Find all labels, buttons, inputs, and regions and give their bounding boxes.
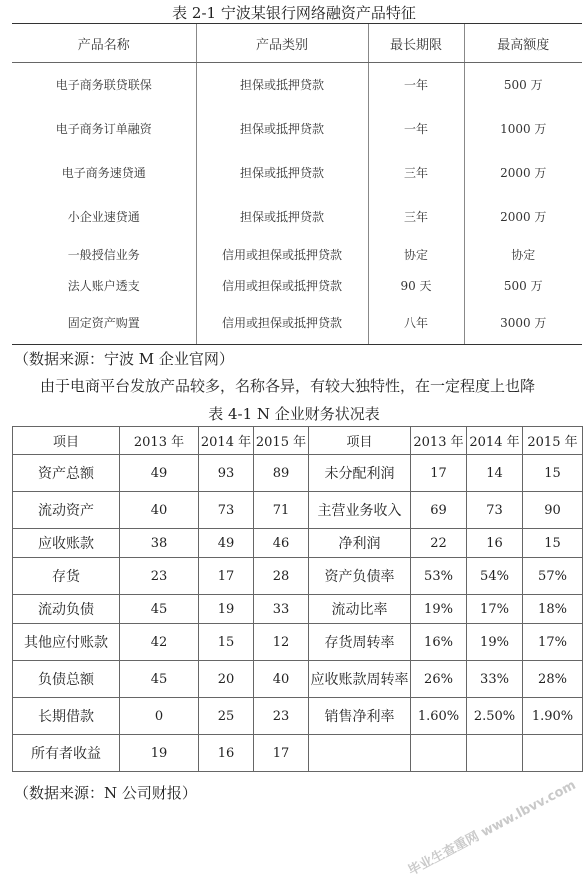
table-cell: 担保或抵押贷款 (196, 151, 368, 195)
watermark: 毕业生查重网 www.lbvv.com (405, 777, 578, 879)
table-cell: 主营业务收入 (309, 492, 411, 529)
column-header: 2013 年 (411, 427, 467, 455)
financial-status-table (12, 426, 583, 772)
table-cell: 2000 万 (464, 195, 582, 239)
table-row (13, 492, 583, 529)
table-row (13, 661, 583, 698)
table-row (12, 239, 582, 270)
table-cell: 1.90% (523, 698, 583, 735)
table-cell: 三年 (368, 151, 464, 195)
table-cell: 2.50% (467, 698, 523, 735)
table-cell: 33 (254, 595, 309, 624)
table-cell (411, 735, 467, 772)
table-cell: 17% (467, 595, 523, 624)
column-header: 2014 年 (467, 427, 523, 455)
table-row (13, 624, 583, 661)
table-cell: 应收账款 (13, 529, 120, 558)
table-cell: 17 (199, 558, 254, 595)
table-cell: 45 (120, 595, 199, 624)
table-cell: 15 (523, 529, 583, 558)
table-cell: 长期借款 (13, 698, 120, 735)
table-cell: 23 (120, 558, 199, 595)
table-cell: 存货 (13, 558, 120, 595)
table-cell: 20 (199, 661, 254, 698)
table-cell: 73 (199, 492, 254, 529)
table-cell: 16 (199, 735, 254, 772)
table-cell: 2000 万 (464, 151, 582, 195)
table-cell: 28 (254, 558, 309, 595)
table-row (12, 301, 582, 345)
column-header: 项目 (309, 427, 411, 455)
table-cell: 0 (120, 698, 199, 735)
table-cell: 53% (411, 558, 467, 595)
table-cell: 未分配利润 (309, 455, 411, 492)
table-cell: 固定资产购置 (12, 301, 196, 345)
table-cell: 71 (254, 492, 309, 529)
column-header: 最长期限 (368, 24, 464, 63)
table-cell: 25 (199, 698, 254, 735)
table-cell: 1.60% (411, 698, 467, 735)
table-cell: 电子商务联贷联保 (55, 78, 152, 93)
table-cell: 22 (411, 529, 467, 558)
table1-body (12, 63, 582, 345)
table-cell: 17 (254, 735, 309, 772)
table1-header-row (12, 24, 582, 63)
table-cell: 38 (120, 529, 199, 558)
table-cell: 49 (120, 455, 199, 492)
table-row (13, 455, 583, 492)
table-cell: 500 万 (464, 63, 582, 107)
table-cell: 法人账户透支 (67, 278, 140, 293)
table-cell: 净利润 (309, 529, 411, 558)
table-cell: 信用或担保或抵押贷款 (196, 239, 368, 270)
table-cell: 73 (467, 492, 523, 529)
table-cell: 89 (254, 455, 309, 492)
table-row (13, 529, 583, 558)
column-header: 2014 年 (199, 427, 254, 455)
table2-body (13, 455, 583, 772)
table-cell: 电子商务速贷通 (61, 166, 146, 180)
table-cell: 1000 万 (464, 107, 582, 151)
column-header: 2015 年 (523, 427, 583, 455)
table-cell: 其他应付账款 (13, 624, 120, 661)
table-cell: 54% (467, 558, 523, 595)
table-cell: 14 (467, 455, 523, 492)
table-cell: 3000 万 (464, 301, 582, 345)
body-paragraph: 由于电商平台发放产品较多，名称各异，有较大独特性，在一定程度上也降 (40, 377, 536, 395)
table-cell (467, 735, 523, 772)
table-cell: 电子商务订单融资 (55, 122, 152, 136)
table-cell: 所有者收益 (13, 735, 120, 772)
column-header: 最高额度 (464, 24, 582, 63)
table-cell: 18% (523, 595, 583, 624)
table1-caption: 表 2-1 宁波某银行网络融资产品特征 (172, 4, 416, 22)
table-row (12, 195, 582, 239)
table-cell: 流动比率 (309, 595, 411, 624)
table-cell: 资产负债率 (309, 558, 411, 595)
table-cell: 一般授信业务 (67, 247, 140, 262)
table-cell: 57% (523, 558, 583, 595)
table-cell: 19 (199, 595, 254, 624)
table-row (13, 558, 583, 595)
table-cell: 49 (199, 529, 254, 558)
table-cell: 40 (254, 661, 309, 698)
table-cell: 17% (523, 624, 583, 661)
table-cell: 存货周转率 (309, 624, 411, 661)
table-cell: 16% (411, 624, 467, 661)
table2-source: （数据来源：N 公司财报） (14, 784, 197, 802)
table-cell: 担保或抵押贷款 (196, 195, 368, 239)
table-cell: 八年 (368, 301, 464, 345)
table-cell: 担保或抵押贷款 (196, 63, 368, 107)
table-cell: 15 (199, 624, 254, 661)
table-cell: 流动负债 (13, 595, 120, 624)
table-cell: 69 (411, 492, 467, 529)
table-row (12, 151, 582, 195)
table-cell (309, 735, 411, 772)
table-cell: 小企业速贷通 (67, 210, 140, 224)
table-row (12, 270, 582, 301)
table-cell: 500 万 (464, 270, 582, 301)
table-cell: 协定 (368, 239, 464, 270)
table-cell: 90 天 (368, 270, 464, 301)
table-cell: 负债总额 (13, 661, 120, 698)
table1-source: （数据来源：宁波 M 企业官网） (14, 350, 234, 368)
table-cell: 销售净利率 (309, 698, 411, 735)
product-features-table (12, 23, 582, 345)
table-row (13, 595, 583, 624)
table-cell (523, 735, 583, 772)
table-cell: 93 (199, 455, 254, 492)
table-cell: 26% (411, 661, 467, 698)
table-cell: 17 (411, 455, 467, 492)
table-cell: 19 (120, 735, 199, 772)
table-cell: 协定 (464, 239, 582, 270)
table-cell: 45 (120, 661, 199, 698)
table-cell: 担保或抵押贷款 (196, 107, 368, 151)
column-header: 2015 年 (254, 427, 309, 455)
table-cell: 19% (467, 624, 523, 661)
column-header: 2013 年 (120, 427, 199, 455)
table-cell: 资产总额 (13, 455, 120, 492)
table-cell: 19% (411, 595, 467, 624)
table-cell: 应收账款周转率 (309, 661, 411, 698)
table-cell: 流动资产 (13, 492, 120, 529)
table-row (13, 698, 583, 735)
table-cell: 16 (467, 529, 523, 558)
table-cell: 三年 (368, 195, 464, 239)
table-cell: 90 (523, 492, 583, 529)
column-header: 项目 (13, 427, 120, 455)
table-cell: 46 (254, 529, 309, 558)
table2-caption: 表 4-1 N 企业财务状况表 (208, 405, 380, 423)
table-cell: 信用或担保或抵押贷款 (196, 301, 368, 345)
column-header: 产品名称 (12, 24, 196, 63)
table-cell: 信用或担保或抵押贷款 (196, 270, 368, 301)
table-row (12, 63, 582, 107)
table-cell: 33% (467, 661, 523, 698)
table-row (12, 107, 582, 151)
table-cell: 40 (120, 492, 199, 529)
table-cell: 一年 (368, 107, 464, 151)
table-cell: 28% (523, 661, 583, 698)
table-cell: 一年 (368, 63, 464, 107)
table-cell: 12 (254, 624, 309, 661)
table-row (13, 735, 583, 772)
table-cell: 42 (120, 624, 199, 661)
table-cell: 23 (254, 698, 309, 735)
table-cell: 15 (523, 455, 583, 492)
table2-header-row (13, 427, 583, 455)
column-header: 产品类别 (196, 24, 368, 63)
